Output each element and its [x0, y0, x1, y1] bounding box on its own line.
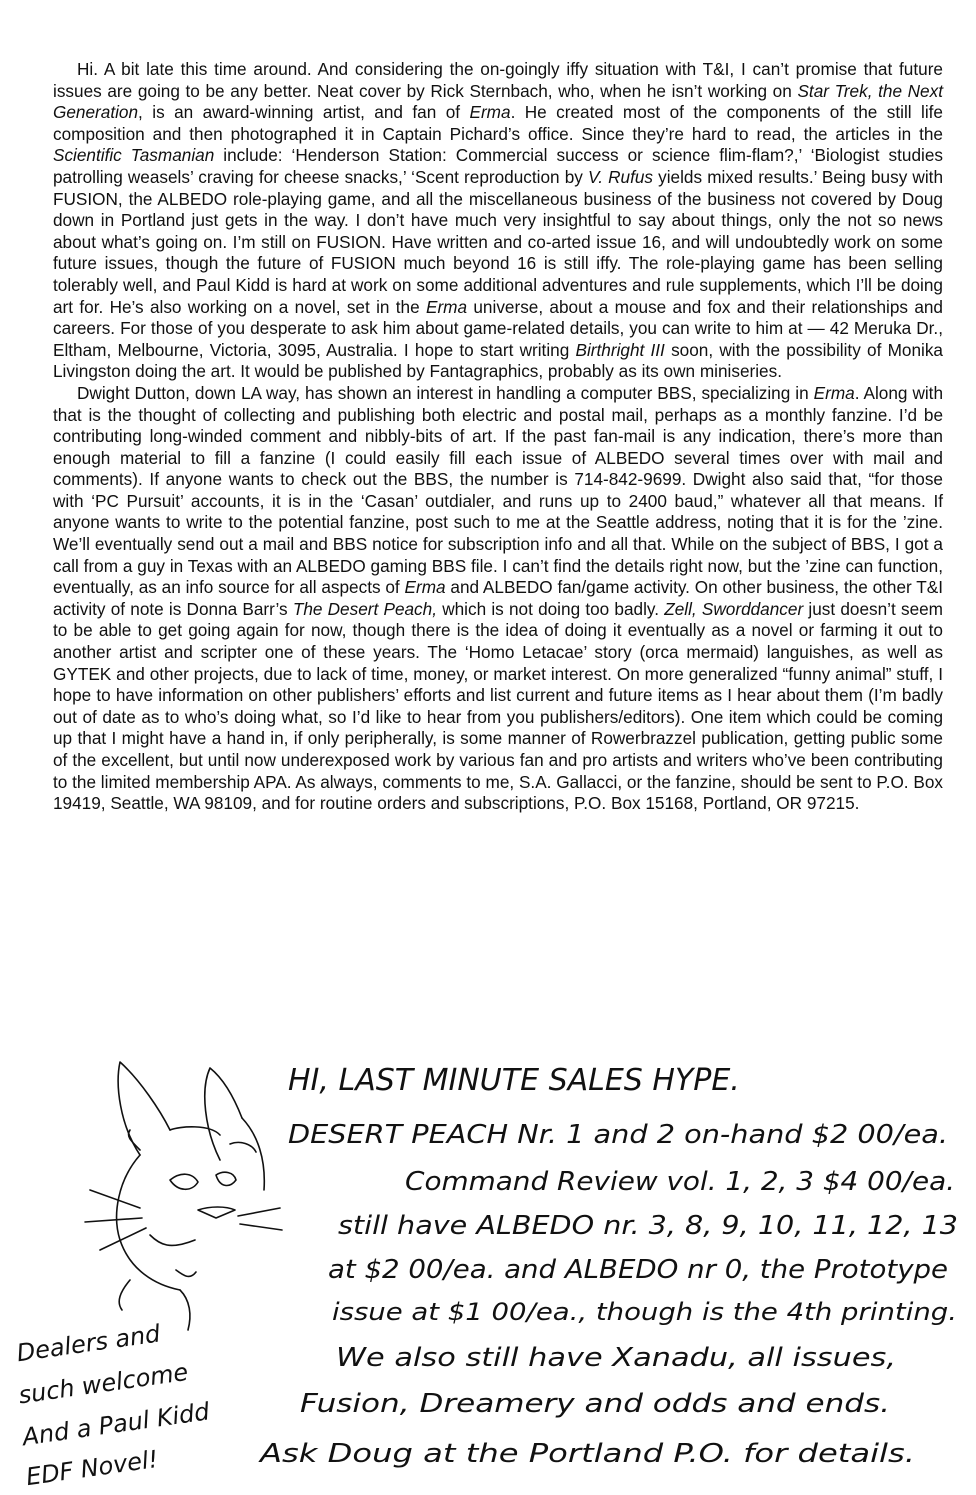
italic-title: Erma — [404, 577, 446, 598]
text-run: which is not doing too badly. — [437, 598, 665, 619]
text-run: . He created most of the components of the still life composition and then photographed it in Captain Pichard’s office. Since they’re hard to read, the articles in the — [53, 102, 943, 144]
italic-title: Erma — [469, 102, 511, 123]
text-run: and ALBEDO fan/game activity. On other business, the other T&I activity of note is Donna Barr’s — [53, 577, 943, 619]
side-note-line-1: Dealers and — [14, 1319, 162, 1368]
hand-line-3: Command Review vol. 1, 2, 3 $4 00/ea. — [405, 1167, 955, 1197]
italic-title: Star Trek, the Next Generation — [53, 80, 943, 123]
italic-title: Erma — [425, 296, 468, 317]
italic-title: Scientific Tasmanian — [53, 145, 215, 166]
text-run: Dwight Dutton, down LA way, has shown an interest in handling a computer BBS, specializing in — [77, 382, 814, 403]
text-run: yields mixed results.’ Being busy with FUSION, the ALBEDO role-playing game, and all the miscellaneous business of the business not covered by Doug down in Portland just gets in the way. I don’t have much very insightful to say about things, only the not so news about what’s going on. I’m still on FUSION. Have written and co-arted issue 16, and will undoubtedly work on some future issues, though the future of FUSION much beyond 16 is still iffy. The role-playing game has been selling tolerably well, and Paul Kidd is hard at work on some additional adventures and rule supplements, which I’ll be doing art for. He’s also working on a novel, set in the — [53, 166, 943, 317]
side-note-line-2: such welcome — [16, 1357, 190, 1410]
side-note — [7, 1314, 217, 1491]
letter-paragraph-1 — [53, 59, 943, 383]
text-run: Hi. A bit late this time around. And considering the on-goingly iffy situation with T&I, I can’t promise that future issues are going to be any better. Neat cover by Rick Sternbach, who, when he isn’t working on — [53, 59, 943, 101]
hand-line-2: DESERT PEACH Nr. 1 and 2 on-hand $2 00/ea. — [288, 1120, 948, 1150]
text-run: universe, about a mouse and fox and their relationships and careers. For those of you desperate to ask him about game-related details, you can write to him at — 42 Meruka Dr., Eltham, Melbourne, Victoria, 3095, Australia. I hope to start writing — [53, 296, 943, 360]
letter-paragraph-2 — [53, 383, 943, 815]
side-note-line-3: And a Paul Kidd — [20, 1397, 212, 1452]
hand-line-5: at $2 00/ea. and ALBEDO nr 0, the Prototype — [328, 1255, 948, 1285]
hand-line-4: still have ALBEDO nr. 3, 8, 9, 10, 11, 12, 13 — [338, 1211, 958, 1241]
italic-title: Zell, Sworddancer — [664, 598, 804, 619]
text-run: just doesn’t seem to be able to get going again for now, though there is the idea of doing it eventually as a novel or farming it out to another artist and scripter one of these years. The ‘Homo Letacae’ story (orca mermaid) languishes, as well as GYTEK and other projects, due to lack of time, money, or market interest. On more generalized “funny animal” stuff, I hope to have information on other publishers’ efforts and list current and future items as I hear about them (I’m badly out of date as to who’s doing what, so I’d like to hear from you publishers/editors). One item which could be coming up that I might have a hand in, if only peripherally, is some manner of Rowerbrazzel publication, getting public some of the excellent, but until now underexposed work by various fan and pro artists and writers who’ve been contributing to the limited membership APA. As always, comments to me, S.A. Gallacci, or the fanzine, should be sent to P.O. Box 19419, Seattle, WA 98109, and for routine orders and subscriptions, P.O. Box 15168, Portland, OR 97215. — [53, 598, 944, 814]
italic-title: Birthright III — [575, 339, 665, 360]
italic-title: V. Rufus — [588, 166, 654, 187]
italic-title: The Desert Peach, — [292, 598, 437, 619]
text-run: . Along with that is the thought of collecting and publishing both electric and postal mail, perhaps as a monthly fanzine. I’d be contributing long-winded comment and nibbly-bits of art. If the past fan-mail is any indication, there’s more than enough material to fill a fanzine (I could easily fill each issue of ALBEDO several times over with mail and comments). If anyone wants to check out the BBS, the number is 714-842-9699. Dwight also said that, “for those with ‘PC Pursuit’ accounts, it is in the ‘Casan’ outdialer, and runs up to 2400 baud,” whatever all that means. If anyone wants to write to the potential fanzine, post such to me at the Seattle address, noting that it is for the ’zine. We’ll eventually send out a mail and BBS notice for subscription info and all that. While on the subject of BBS, I got a call from a guy in Texas with an ALBEDO gaming BBS file. I can’t find the details right now, but the ’zine can function, eventually, as an info source for all aspects of — [53, 382, 944, 598]
side-note-line-4: EDF Novel! — [24, 1444, 160, 1492]
italic-title: Erma — [813, 382, 855, 403]
hand-line-1: HI, LAST MINUTE SALES HYPE. — [288, 1063, 740, 1098]
hand-line-7: We also still have Xanadu, all issues, — [336, 1343, 896, 1373]
hand-line-8: Fusion, Dreamery and odds and ends. — [300, 1389, 890, 1419]
text-run: , is an award-winning artist, and fan of — [138, 102, 470, 123]
text-run: soon, with the possibility of Monika Livingston doing the art. It would be published by Fantagraphics, probably as its own miniseries. — [53, 339, 943, 382]
handwritten-note — [14, 1040, 960, 1492]
cat-doodle-icon — [85, 1062, 282, 1330]
hand-line-6: issue at $1 00/ea., though is the 4th printing. — [332, 1298, 957, 1326]
text-run: include: ‘Henderson Station: Commercial success or science flim-flam?,’ ‘Biologist studies patrolling weasels’ craving for cheese snacks,’ ‘Scent reproduction by — [53, 145, 943, 187]
letter-column — [53, 59, 943, 815]
hand-line-9: Ask Doug at the Portland P.O. for details. — [257, 1439, 915, 1469]
